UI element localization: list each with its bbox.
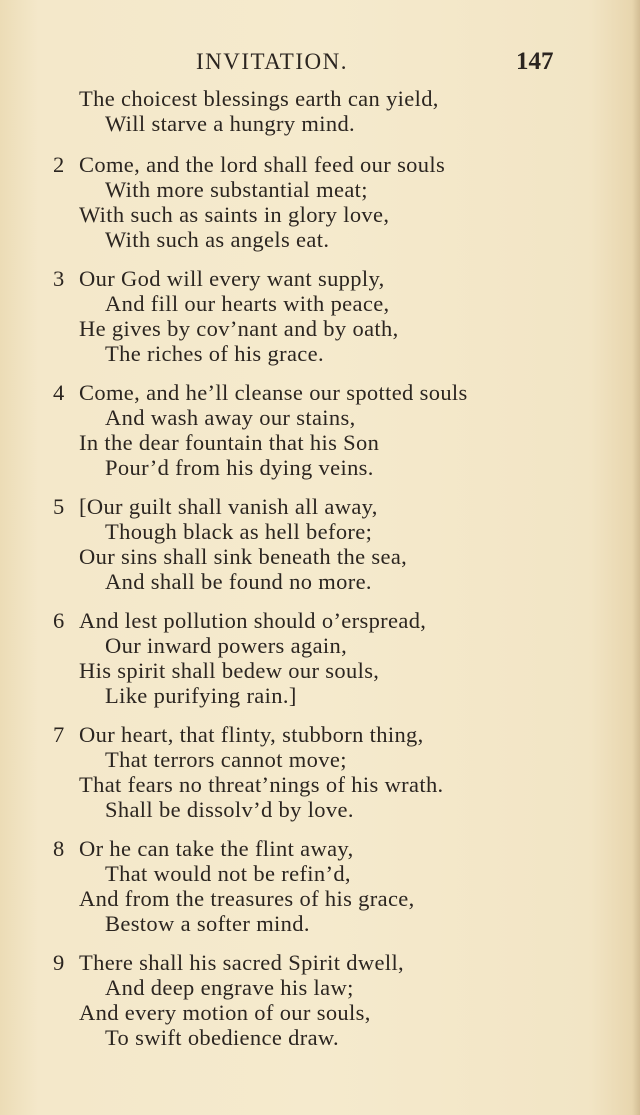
stanza-6 [0, 608, 640, 708]
hymn-text [0, 86, 640, 1064]
stanza-line: [Our guilt shall vanish all away, [79, 494, 378, 519]
stanza-5 [0, 494, 640, 594]
stanza-1 [0, 86, 640, 136]
stanza-number: 3 [53, 266, 65, 291]
stanza-9 [0, 950, 640, 1050]
stanza-number: 5 [53, 494, 65, 519]
stanza-line: He gives by cov’nant and by oath, [79, 316, 399, 341]
stanza-line: And from the treasures of his grace, [79, 886, 415, 911]
stanza-line: Shall be dissolv’d by love. [105, 797, 354, 822]
stanza-line: To swift obedience draw. [105, 1025, 340, 1050]
stanza-line: In the dear fountain that his Son [79, 430, 380, 455]
stanza-line: There shall his sacred Spirit dwell, [79, 950, 405, 975]
stanza-line: The choicest blessings earth can yield, [79, 86, 439, 111]
stanza-line: That would not be refin’d, [105, 861, 351, 886]
stanza-line: Come, and the lord shall feed our souls [79, 152, 446, 177]
stanza-line: Bestow a softer mind. [105, 911, 310, 936]
stanza-line: Though black as hell before; [105, 519, 373, 544]
stanza-number: 2 [53, 152, 65, 177]
stanza-3 [0, 266, 640, 366]
stanza-number: 4 [53, 380, 65, 405]
stanza-line: And lest pollution should o’erspread, [79, 608, 427, 633]
stanza-line: Our sins shall sink beneath the sea, [79, 544, 408, 569]
stanza-line: With such as saints in glory love, [79, 202, 390, 227]
stanza-line: With such as angels eat. [105, 227, 330, 252]
stanza-line: Or he can take the flint away, [79, 836, 354, 861]
stanza-line: And fill our hearts with peace, [105, 291, 390, 316]
stanza-line: Come, and he’ll cleanse our spotted souls [79, 380, 468, 405]
stanza-4 [0, 380, 640, 480]
stanza-line: His spirit shall bedew our souls, [79, 658, 380, 683]
page-header [0, 44, 640, 80]
stanza-2 [0, 152, 640, 252]
stanza-line: The riches of his grace. [105, 341, 324, 366]
stanza-line: Pour’d from his dying veins. [105, 455, 374, 480]
running-title: INVITATION. [196, 49, 348, 74]
stanza-line: Our heart, that flinty, stubborn thing, [79, 722, 424, 747]
stanza-line: And shall be found no more. [105, 569, 372, 594]
stanza-line: Our God will every want supply, [79, 266, 385, 291]
stanza-line: With more substantial meat; [105, 177, 368, 202]
stanza-line: Like purifying rain.] [105, 683, 297, 708]
stanza-line: And every motion of our souls, [79, 1000, 371, 1025]
page-number: 147 [516, 48, 554, 75]
stanza-number: 8 [53, 836, 65, 861]
stanza-line: And deep engrave his law; [105, 975, 354, 1000]
stanza-line: And wash away our stains, [105, 405, 356, 430]
stanza-line: Will starve a hungry mind. [105, 111, 356, 136]
stanza-line: Our inward powers again, [105, 633, 348, 658]
stanza-number: 7 [53, 722, 65, 747]
stanza-8 [0, 836, 640, 936]
stanza-line: That terrors cannot move; [105, 747, 347, 772]
stanza-7 [0, 722, 640, 822]
stanza-line: That fears no threat’nings of his wrath. [79, 772, 444, 797]
stanza-number: 9 [53, 950, 65, 975]
stanza-number: 6 [53, 608, 65, 633]
